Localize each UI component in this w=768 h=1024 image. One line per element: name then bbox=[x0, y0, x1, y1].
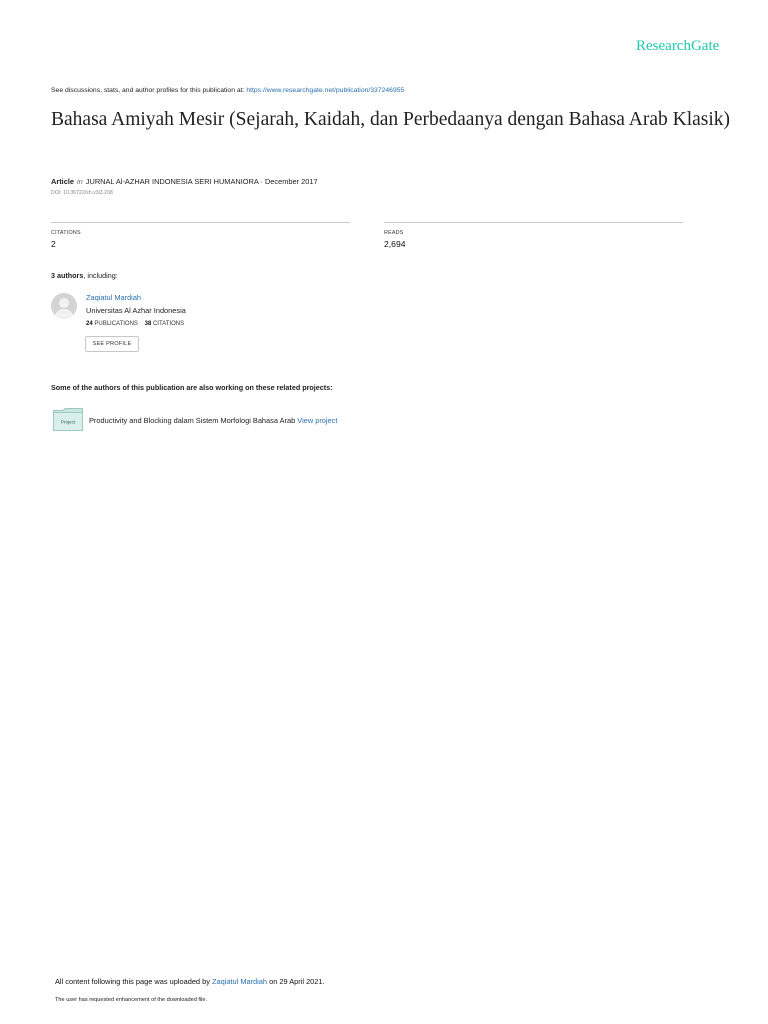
author-citations-label: CITATIONS bbox=[152, 321, 185, 327]
citations-label: CITATIONS bbox=[51, 230, 81, 236]
related-project-item bbox=[89, 416, 337, 425]
discussion-prefix: See discussions, stats, and author profiles for this publication at: bbox=[51, 87, 245, 94]
page-title: Bahasa Amiyah Mesir (Sejarah, Kaidah, dan Perbedaanya dengan Bahasa Arab Klasik) bbox=[51, 109, 731, 130]
reads-value: 2,694 bbox=[384, 239, 406, 249]
in-label: in bbox=[77, 177, 83, 186]
authors-suffix: , including: bbox=[83, 271, 118, 280]
publications-count: 24 bbox=[86, 321, 93, 327]
researchgate-logo[interactable]: ResearchGate bbox=[636, 38, 720, 54]
reads-label: READS bbox=[384, 230, 404, 236]
article-meta bbox=[51, 177, 318, 186]
author-stats bbox=[86, 321, 184, 327]
view-project-link[interactable]: View project bbox=[297, 416, 338, 425]
citations-divider bbox=[51, 222, 350, 223]
project-title: Productivity and Blocking dalam Sistem Morfologi Bahasa Arab bbox=[89, 416, 296, 425]
upload-notice bbox=[55, 977, 325, 986]
journal-date: JURNAL Al-AZHAR INDONESIA SERI HUMANIORA · December 2017 bbox=[85, 177, 318, 186]
reads-divider bbox=[384, 222, 683, 223]
discussion-notice bbox=[51, 87, 404, 94]
person-icon bbox=[51, 293, 77, 319]
citations-value: 2 bbox=[51, 239, 56, 249]
publication-url-link[interactable]: https://www.researchgate.net/publication/337246955 bbox=[246, 87, 405, 94]
authors-heading bbox=[51, 271, 118, 280]
avatar[interactable] bbox=[51, 293, 77, 319]
author-citations-count: 38 bbox=[144, 321, 152, 327]
uploader-link[interactable]: Zaqiatul Mardiah bbox=[211, 977, 268, 986]
upload-suffix: on 29 April 2021. bbox=[269, 977, 325, 986]
related-projects-heading: Some of the authors of this publication are also working on these related projects: bbox=[51, 383, 333, 392]
doi-text[interactable]: DOI: 10.36722/sh.v3i3.208 bbox=[51, 190, 113, 196]
project-folder-icon[interactable] bbox=[53, 408, 83, 431]
project-icon-label: Project bbox=[60, 419, 76, 425]
article-type: Article bbox=[51, 177, 75, 186]
author-name-link[interactable]: Zaqiatul Mardiah bbox=[86, 293, 142, 302]
see-profile-button[interactable]: SEE PROFILE bbox=[85, 336, 139, 352]
author-institution: Universitas Al Azhar Indonesia bbox=[86, 306, 186, 315]
publications-label: PUBLICATIONS bbox=[94, 321, 138, 327]
enhancement-note: The user has requested enhancement of the downloaded file. bbox=[55, 997, 208, 1003]
authors-count: 3 authors bbox=[51, 271, 84, 280]
upload-prefix: All content following this page was uploaded by bbox=[55, 977, 210, 986]
